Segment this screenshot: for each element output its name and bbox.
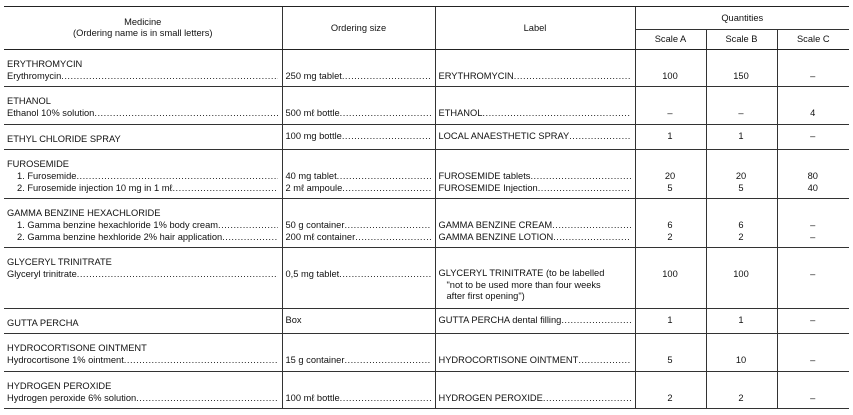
table-row — [4, 371, 849, 408]
scale-b-value: 5 — [738, 183, 744, 193]
scale-a-value: 6 — [667, 220, 673, 230]
scale-a-value: 5 — [667, 183, 673, 193]
leader-dots — [342, 182, 430, 194]
leader-dots — [76, 170, 277, 182]
scale-a-value: 5 — [667, 354, 673, 365]
leader-dots — [569, 130, 630, 142]
header-scale-b: Scale B — [706, 30, 777, 50]
ordering-size-cell — [282, 125, 435, 150]
scale-b-cell — [706, 199, 777, 248]
scale-b-value: 150 — [733, 71, 749, 81]
medicine-heading: ETHANOL — [7, 96, 51, 106]
scale-b-cell — [706, 125, 777, 150]
scale-a-cell — [635, 87, 706, 125]
leader-dots — [340, 107, 431, 119]
scale-a-value: 1 — [667, 131, 673, 141]
label-text: GLYCERYL TRINITRATE (to be labelled — [438, 268, 605, 278]
scale-b-value: 10 — [735, 354, 747, 365]
label-text: "not to be used more than four weeks — [446, 279, 601, 290]
scale-c-value: – — [810, 71, 816, 81]
medicine-heading: GLYCERYL TRINITRATE — [7, 257, 112, 267]
leader-dots — [77, 268, 278, 280]
medicine-cell — [4, 150, 282, 199]
medicine-cell — [4, 50, 282, 87]
scale-a-value: – — [667, 108, 673, 118]
label-cell — [435, 50, 635, 87]
table-body — [4, 50, 849, 409]
scale-a-value: 100 — [662, 71, 678, 81]
scale-a-cell — [635, 199, 706, 248]
ordering-size: 50 g container ..... — [286, 219, 431, 231]
table-row — [4, 333, 849, 371]
leader-dots — [561, 314, 630, 326]
medicine-cell — [4, 371, 282, 408]
medicine-name: 1. Furosemide ..... — [7, 170, 278, 182]
scale-b-cell — [706, 248, 777, 309]
scale-b-cell — [706, 371, 777, 408]
ordering-size: 500 mℓ bottle ..... — [286, 107, 431, 119]
leader-dots — [136, 392, 277, 404]
leader-dots — [355, 231, 430, 243]
scale-b-value: 1 — [738, 131, 744, 141]
medicine-cell — [4, 125, 282, 150]
ordering-size: 100 mℓ bottle ..... — [286, 392, 431, 404]
medicine-heading: FUROSEMIDE — [7, 159, 69, 169]
scale-c-value: 80 — [807, 171, 818, 181]
table-row — [4, 87, 849, 125]
scale-b-value: 2 — [738, 232, 744, 242]
medicine-heading: HYDROCORTISONE OINTMENT — [7, 342, 147, 353]
scale-c-value: – — [810, 269, 816, 279]
leader-dots — [553, 231, 630, 243]
medicine-table — [4, 6, 849, 409]
label-cell — [435, 248, 635, 309]
leader-dots — [342, 130, 431, 142]
scale-c-cell — [777, 333, 849, 371]
medicine-name: Hydrogen peroxide 6% solution ..... — [7, 392, 278, 404]
ordering-size-cell — [282, 308, 435, 333]
ordering-size: 250 mg tablet ..... — [286, 70, 431, 82]
leader-dots — [124, 354, 278, 366]
scale-c-cell — [777, 150, 849, 199]
medicine-name: 2. Furosemide injection 10 mg in 1 mℓ ..... — [7, 182, 278, 194]
header-ordering-size: Ordering size — [282, 7, 435, 50]
leader-dots — [340, 392, 431, 404]
table-row — [4, 308, 849, 333]
scale-b-value: 20 — [735, 171, 747, 181]
header-label: Label — [435, 7, 635, 50]
scale-a-value: 1 — [667, 314, 673, 325]
medicine-name: Erythromycin ..... — [7, 70, 278, 82]
ordering-size: 100 mg bottle ..... — [286, 130, 431, 142]
table-row — [4, 50, 849, 87]
label-text: after first opening") — [446, 291, 525, 301]
scale-c-value: – — [810, 392, 816, 403]
scale-c-value: – — [810, 220, 816, 230]
scale-b-cell — [706, 50, 777, 87]
label-cell — [435, 150, 635, 199]
scale-c-value: 4 — [810, 108, 816, 118]
medicine-cell — [4, 333, 282, 371]
scale-c-value: – — [810, 232, 816, 242]
medicine-heading: GAMMA BENZINE HEXACHLORIDE — [7, 208, 161, 218]
leader-dots — [61, 70, 277, 82]
scale-a-cell — [635, 150, 706, 199]
medicine-name: Hydrocortisone 1% ointment ..... — [7, 354, 278, 366]
ordering-size-cell — [282, 248, 435, 309]
medicine-name: 2. Gamma benzine hexhloride 2% hair application ..... — [7, 231, 278, 243]
header-quantities: Quantities — [635, 7, 849, 30]
scale-c-value: – — [810, 354, 816, 365]
label-text: ERYTHROMYCIN ..... — [439, 70, 631, 82]
scale-b-cell — [706, 308, 777, 333]
scale-b-cell — [706, 333, 777, 371]
scale-c-cell — [777, 50, 849, 87]
leader-dots — [339, 268, 430, 280]
medicine-cell — [4, 87, 282, 125]
scale-a-cell — [635, 371, 706, 408]
scale-c-cell — [777, 371, 849, 408]
ordering-size-cell — [282, 333, 435, 371]
label-text: FUROSEMIDE Injection ..... — [439, 182, 631, 194]
ordering-size: 15 g container ..... — [286, 354, 431, 366]
label-text: HYDROGEN PEROXIDE ..... — [439, 392, 631, 404]
label-text: HYDROCORTISONE OINTMENT ..... — [439, 354, 631, 366]
ordering-size-cell — [282, 371, 435, 408]
ordering-size: 200 mℓ container ..... — [286, 231, 431, 243]
scale-a-value: 20 — [664, 171, 676, 181]
scale-b-value: 100 — [733, 269, 749, 279]
scale-b-value: 6 — [738, 220, 744, 230]
scale-a-value: 100 — [662, 269, 678, 279]
leader-dots — [530, 170, 630, 182]
label-text: GAMMA BENZINE LOTION ..... — [439, 231, 631, 243]
label-text: GAMMA BENZINE CREAM ..... — [439, 219, 631, 231]
medicine-cell — [4, 308, 282, 333]
label-cell — [435, 125, 635, 150]
label-text: GUTTA PERCHA dental filling ..... — [439, 314, 631, 326]
scale-b-value: – — [738, 108, 744, 118]
scale-c-cell — [777, 308, 849, 333]
label-text: ETHANOL ..... — [439, 107, 631, 119]
leader-dots — [94, 107, 277, 119]
scale-a-value: 2 — [667, 392, 673, 403]
medicine-heading: GUTTA PERCHA — [7, 317, 79, 328]
scale-b-value: 2 — [738, 392, 744, 403]
leader-dots — [344, 219, 430, 231]
scale-a-cell — [635, 333, 706, 371]
scale-c-value: – — [810, 314, 816, 325]
medicine-heading: ETHYL CHLORIDE SPRAY — [7, 134, 121, 144]
ordering-size: 0,5 mg tablet ..... — [286, 268, 431, 280]
scale-b-value: 1 — [738, 314, 744, 325]
medicine-cell — [4, 248, 282, 309]
leader-dots — [482, 107, 630, 119]
leader-dots — [578, 354, 630, 366]
scale-b-cell — [706, 150, 777, 199]
ordering-size-cell — [282, 87, 435, 125]
scale-a-cell — [635, 125, 706, 150]
label-cell — [435, 199, 635, 248]
leader-dots — [222, 231, 277, 243]
medicine-cell — [4, 199, 282, 248]
label-cell — [435, 371, 635, 408]
scale-c-cell — [777, 87, 849, 125]
label-cell — [435, 87, 635, 125]
header-scale-a: Scale A — [635, 30, 706, 50]
leader-dots — [172, 182, 277, 194]
medicine-heading: HYDROGEN PEROXIDE — [7, 380, 112, 391]
medicine-name: Glyceryl trinitrate ..... — [7, 268, 278, 280]
ordering-size-cell — [282, 50, 435, 87]
leader-dots — [538, 182, 631, 194]
scale-a-cell — [635, 308, 706, 333]
scale-a-cell — [635, 248, 706, 309]
ordering-size: Box — [285, 314, 302, 325]
medicine-heading: ERYTHROMYCIN — [7, 59, 83, 69]
header-medicine: Medicine (Ordering name is in small letters) — [4, 7, 282, 50]
leader-dots — [337, 170, 431, 182]
scale-c-value: – — [810, 131, 816, 141]
leader-dots — [218, 219, 277, 231]
table-row — [4, 125, 849, 150]
medicine-name: 1. Gamma benzine hexachloride 1% body cream ..... — [7, 219, 278, 231]
scale-c-value: 40 — [807, 183, 818, 193]
label-text: FUROSEMIDE tablets ..... — [439, 170, 631, 182]
ordering-size-cell — [282, 199, 435, 248]
table-row — [4, 248, 849, 309]
scale-c-cell — [777, 248, 849, 309]
scale-b-cell — [706, 87, 777, 125]
table-row — [4, 150, 849, 199]
scale-c-cell — [777, 125, 849, 150]
leader-dots — [514, 70, 631, 82]
label-cell — [435, 308, 635, 333]
ordering-size: 40 mg tablet ..... — [286, 170, 431, 182]
leader-dots — [552, 219, 630, 231]
leader-dots — [342, 70, 431, 82]
leader-dots — [344, 354, 430, 366]
medicine-name: Ethanol 10% solution ..... — [7, 107, 278, 119]
label-cell — [435, 333, 635, 371]
scale-a-value: 2 — [667, 232, 673, 242]
table-row — [4, 199, 849, 248]
label-text: LOCAL ANAESTHETIC SPRAY ..... — [439, 130, 631, 142]
scale-a-cell — [635, 50, 706, 87]
scale-c-cell — [777, 199, 849, 248]
ordering-size: 2 mℓ ampoule ..... — [286, 182, 431, 194]
leader-dots — [543, 392, 631, 404]
ordering-size-cell — [282, 150, 435, 199]
header-scale-c: Scale C — [777, 30, 849, 50]
